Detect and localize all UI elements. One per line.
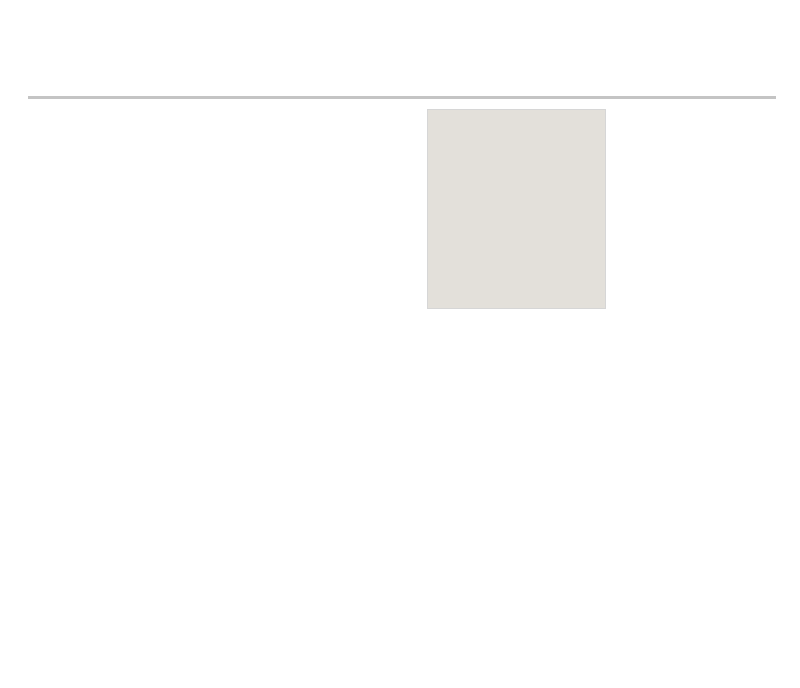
- headline-divider: [28, 96, 776, 99]
- headline: [22, 12, 782, 84]
- portrait-photo: [427, 109, 606, 309]
